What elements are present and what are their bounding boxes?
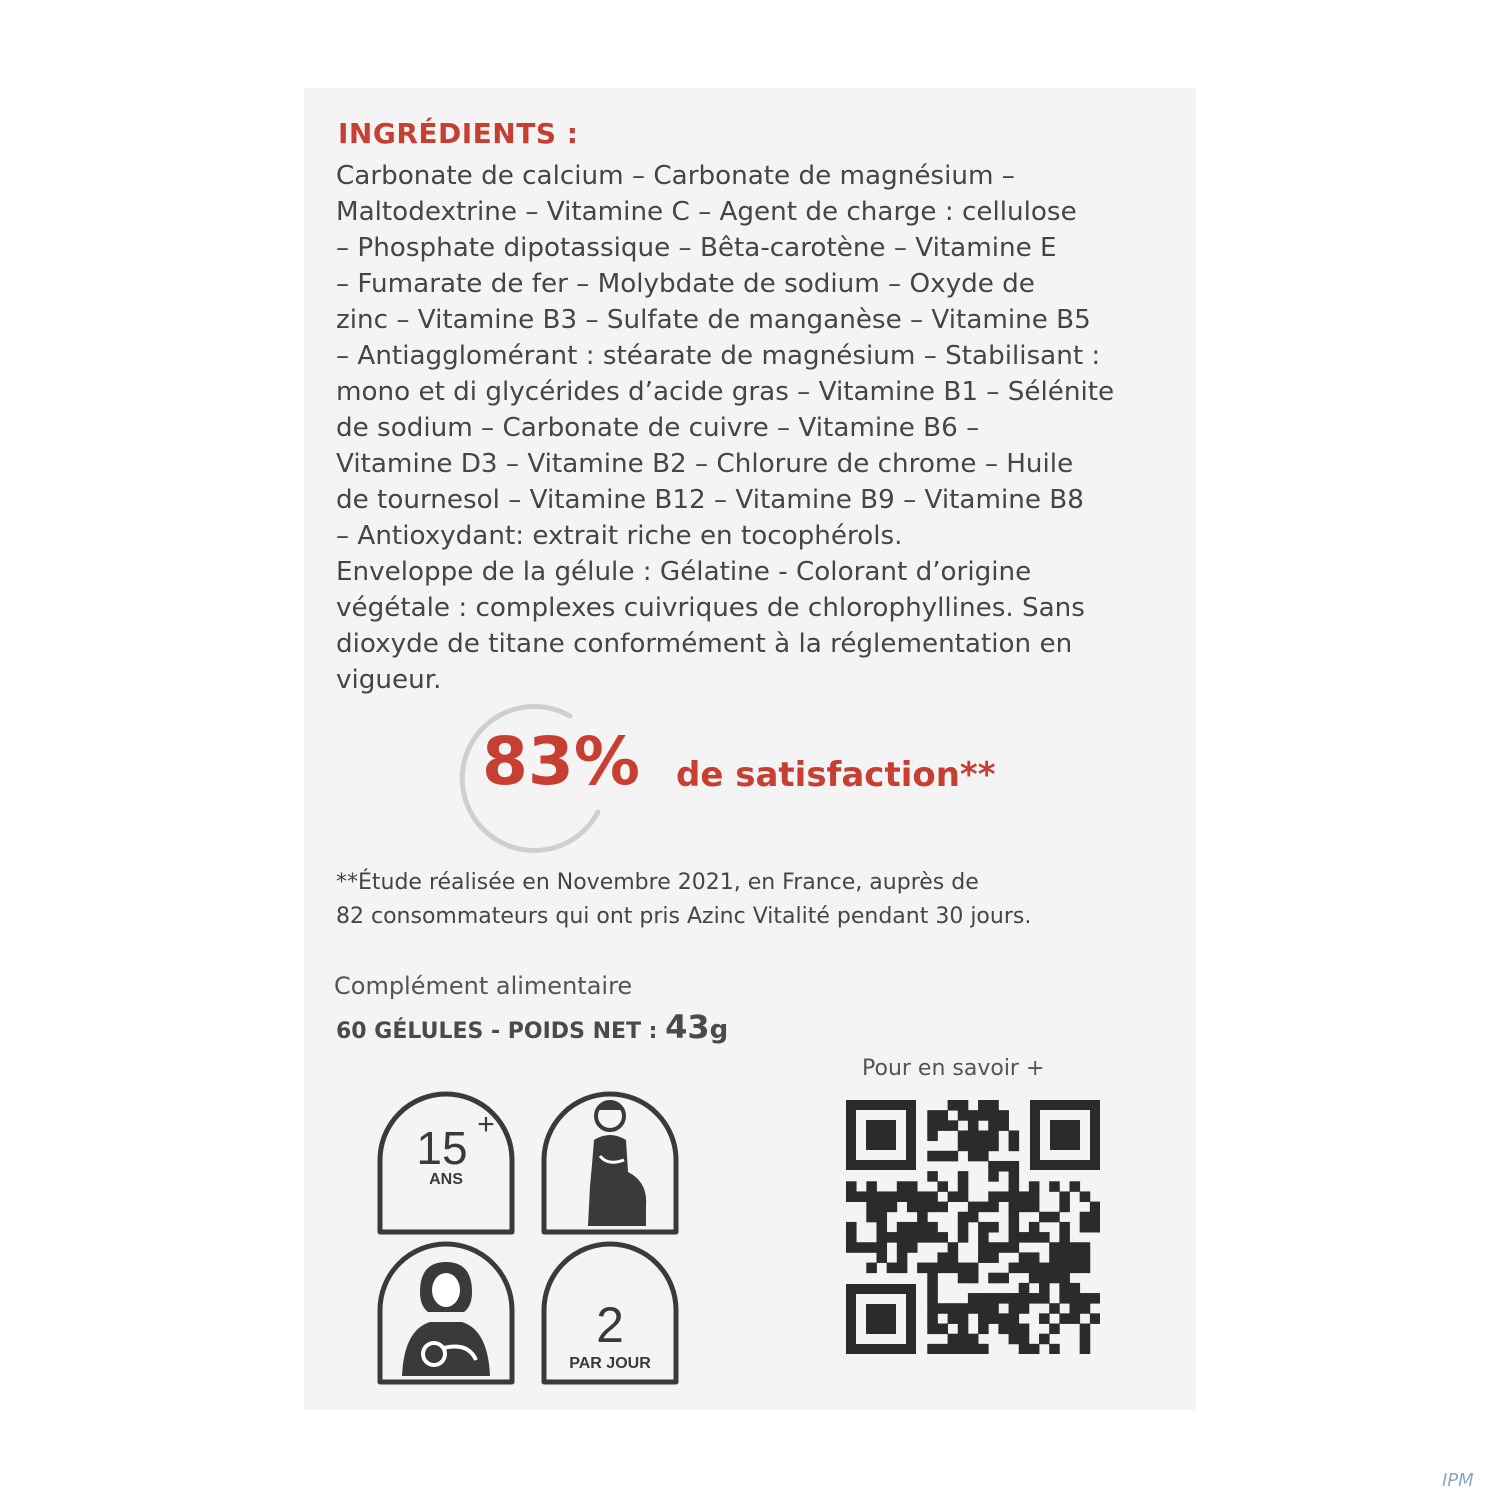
study-footnote xyxy=(336,866,1031,934)
qr-module xyxy=(988,1141,999,1152)
qr-module xyxy=(1080,1293,1091,1304)
qr-module xyxy=(968,1141,979,1152)
qr-module xyxy=(1070,1252,1081,1263)
qr-module xyxy=(1009,1303,1020,1314)
qr-module xyxy=(988,1202,999,1213)
qr-module xyxy=(1059,1293,1070,1304)
qr-module xyxy=(1019,1344,1030,1354)
qr-module xyxy=(1049,1303,1060,1314)
age-plus: + xyxy=(477,1108,495,1141)
qr-module xyxy=(958,1181,969,1192)
qr-module xyxy=(958,1232,969,1243)
qr-module xyxy=(1080,1324,1091,1335)
qr-module xyxy=(937,1181,948,1192)
qr-module xyxy=(927,1293,938,1304)
qr-module xyxy=(948,1100,959,1111)
qr-module xyxy=(866,1191,877,1202)
qr-module xyxy=(927,1202,938,1213)
qr-module xyxy=(988,1293,999,1304)
qr-module xyxy=(1080,1263,1091,1274)
qr-module xyxy=(988,1303,999,1314)
qr-module xyxy=(1070,1242,1081,1253)
ingredients-text xyxy=(336,158,1164,698)
qr-module xyxy=(1080,1191,1091,1202)
qr-module xyxy=(948,1120,959,1131)
qr-module xyxy=(948,1191,959,1202)
satisfaction-percent: 83% xyxy=(482,723,640,800)
qr-module xyxy=(917,1263,928,1274)
qr-module xyxy=(958,1100,969,1111)
qr-module xyxy=(1029,1191,1040,1202)
qr-module xyxy=(968,1334,979,1345)
qr-module xyxy=(876,1191,887,1202)
qr-module xyxy=(1029,1232,1040,1243)
capsule-line: vigueur. xyxy=(336,665,442,695)
qr-module xyxy=(958,1313,969,1324)
qr-module xyxy=(998,1293,1009,1304)
qr-module xyxy=(1049,1324,1060,1335)
qr-module xyxy=(1049,1263,1060,1274)
qr-module xyxy=(1080,1242,1091,1253)
qr-module xyxy=(1080,1222,1091,1233)
age-value: 15 xyxy=(416,1122,468,1174)
qr-module xyxy=(988,1273,999,1284)
qr-module xyxy=(927,1151,938,1162)
qr-module xyxy=(927,1283,938,1294)
ingredients-line: – Fumarate de fer – Molybdate de sodium – Oxyde de xyxy=(336,269,1035,299)
qr-module xyxy=(1019,1324,1030,1335)
qr-module xyxy=(866,1263,877,1274)
qr-module xyxy=(937,1110,948,1121)
qr-module xyxy=(1009,1171,1020,1182)
qr-module xyxy=(1090,1293,1100,1304)
qr-module xyxy=(937,1263,948,1274)
qr-module xyxy=(1070,1181,1081,1192)
ingredients-line: de sodium – Carbonate de cuivre – Vitamine B6 – xyxy=(336,413,980,443)
qr-module xyxy=(887,1191,898,1202)
capsule-count: 60 GÉLULES - POIDS NET : xyxy=(336,1019,666,1044)
qr-module xyxy=(927,1110,938,1121)
qr-module xyxy=(1019,1283,1030,1294)
qr-module xyxy=(917,1232,928,1243)
qr-module xyxy=(866,1212,877,1223)
qr-module xyxy=(948,1313,959,1324)
qr-module xyxy=(897,1222,908,1233)
qr-module xyxy=(1019,1191,1030,1202)
qr-module xyxy=(968,1120,979,1131)
qr-module xyxy=(958,1334,969,1345)
qr-module xyxy=(1059,1252,1070,1263)
age-15-plus-icon xyxy=(380,1094,512,1232)
qr-module xyxy=(876,1202,887,1213)
capsule-text xyxy=(336,554,1164,698)
qr-module xyxy=(1070,1263,1081,1274)
qr-module xyxy=(1019,1252,1030,1263)
qr-module xyxy=(1029,1344,1040,1354)
qr-module xyxy=(917,1191,928,1202)
ingredients-line: – Antioxydant: extrait riche en tocophérols. xyxy=(336,521,903,551)
qr-module xyxy=(978,1141,989,1152)
qr-caption: Pour en savoir + xyxy=(862,1056,1045,1081)
qr-module xyxy=(978,1324,989,1335)
qr-module xyxy=(897,1242,908,1253)
qr-module xyxy=(978,1130,989,1141)
net-weight xyxy=(336,1006,728,1053)
qr-module xyxy=(1009,1293,1020,1304)
qr-module xyxy=(948,1252,959,1263)
qr-module xyxy=(887,1232,898,1243)
qr-module xyxy=(1049,1344,1060,1354)
qr-module xyxy=(968,1344,979,1354)
qr-module xyxy=(1009,1130,1020,1141)
qr-module xyxy=(948,1334,959,1345)
qr-module xyxy=(958,1263,969,1274)
qr-module xyxy=(1059,1263,1070,1274)
qr-module xyxy=(988,1191,999,1202)
corner-logo: IPM xyxy=(1442,1470,1474,1491)
qr-module xyxy=(958,1191,969,1202)
qr-module xyxy=(887,1263,898,1274)
qr-module xyxy=(968,1130,979,1141)
qr-module xyxy=(1090,1313,1100,1324)
ingredients-line: mono et di glycérides d’acide gras – Vitamine B1 – Sélénite xyxy=(336,377,1115,407)
qr-module xyxy=(958,1110,969,1121)
qr-module xyxy=(998,1161,1009,1172)
qr-module xyxy=(1009,1161,1020,1172)
qr-module xyxy=(958,1273,969,1284)
qr-module xyxy=(988,1313,999,1324)
qr-module xyxy=(927,1313,938,1324)
qr-module xyxy=(1049,1181,1060,1192)
qr-module xyxy=(1009,1141,1020,1152)
qr-module xyxy=(887,1202,898,1213)
qr-module xyxy=(1059,1222,1070,1233)
qr-module xyxy=(866,1181,877,1192)
qr-module xyxy=(1029,1202,1040,1213)
qr-module xyxy=(1070,1313,1081,1324)
qr-module xyxy=(1029,1263,1040,1274)
qr-module xyxy=(948,1151,959,1162)
qr-module xyxy=(897,1263,908,1274)
qr-module xyxy=(958,1141,969,1152)
qr-module xyxy=(1080,1303,1091,1314)
qr-module xyxy=(876,1212,887,1223)
qr-module xyxy=(1039,1334,1050,1345)
capsule-line: dioxyde de titane conformément à la réglementation en xyxy=(336,629,1073,659)
qr-module xyxy=(937,1232,948,1243)
ingredients-line: – Antiagglomérant : stéarate de magnésium – Stabilisant : xyxy=(336,341,1101,371)
qr-module xyxy=(1059,1191,1070,1202)
qr-module xyxy=(1039,1263,1050,1274)
qr-module xyxy=(988,1222,999,1233)
qr-module xyxy=(1029,1273,1040,1284)
qr-module xyxy=(988,1242,999,1253)
qr-module xyxy=(1009,1222,1020,1233)
product-type: Complément alimentaire xyxy=(334,972,633,1000)
qr-module xyxy=(1009,1191,1020,1202)
qr-module xyxy=(927,1263,938,1274)
study-line: 82 consommateurs qui ont pris Azinc Vitalité pendant 30 jours. xyxy=(336,904,1032,929)
qr-module xyxy=(897,1181,908,1192)
qr-module xyxy=(1080,1334,1091,1345)
qr-module xyxy=(927,1232,938,1243)
qr-module xyxy=(978,1110,989,1121)
qr-module xyxy=(968,1273,979,1284)
qr-module xyxy=(1070,1293,1081,1304)
qr-module xyxy=(958,1171,969,1182)
qr-module xyxy=(917,1212,928,1223)
ingredients-line: Carbonate de calcium – Carbonate de magnésium – xyxy=(336,161,1015,191)
qr-module xyxy=(1019,1303,1030,1314)
dosage-2-per-day-icon xyxy=(544,1244,676,1382)
qr-module xyxy=(937,1324,948,1335)
qr-module xyxy=(1080,1212,1091,1223)
qr-module xyxy=(978,1313,989,1324)
qr-module xyxy=(907,1242,918,1253)
qr-module xyxy=(988,1130,999,1141)
qr-module xyxy=(978,1293,989,1304)
qr-module xyxy=(988,1120,999,1131)
qr-module xyxy=(1019,1293,1030,1304)
pictogram-grid xyxy=(372,1086,704,1386)
qr-module xyxy=(988,1110,999,1121)
qr-module xyxy=(917,1202,928,1213)
qr-module xyxy=(937,1303,948,1314)
qr-module xyxy=(1009,1181,1020,1192)
qr-module xyxy=(968,1110,979,1121)
qr-module xyxy=(978,1344,989,1354)
qr-module xyxy=(998,1191,1009,1202)
qr-module xyxy=(907,1181,918,1192)
qr-module xyxy=(907,1222,918,1233)
qr-module xyxy=(846,1181,857,1192)
qr-module xyxy=(1029,1181,1040,1192)
qr-module xyxy=(998,1242,1009,1253)
qr-module xyxy=(978,1242,989,1253)
qr-module xyxy=(1039,1212,1050,1223)
qr-module xyxy=(917,1222,928,1233)
qr-module xyxy=(948,1344,959,1354)
qr-module xyxy=(988,1171,999,1182)
qr-module xyxy=(937,1252,948,1263)
qr-module xyxy=(1029,1222,1040,1233)
qr-module xyxy=(998,1324,1009,1335)
capsule-line: végétale : complexes cuivriques de chlorophyllines. Sans xyxy=(336,593,1085,623)
satisfaction-label: de satisfaction** xyxy=(676,755,996,795)
qr-module xyxy=(907,1202,918,1213)
qr-module xyxy=(927,1273,938,1284)
qr-module xyxy=(998,1273,1009,1284)
weight-value: 43 xyxy=(665,1008,710,1046)
qr-module xyxy=(1080,1252,1091,1263)
dose-value: 2 xyxy=(596,1297,624,1353)
breastfeeding-icon xyxy=(380,1244,512,1382)
qr-module xyxy=(978,1232,989,1243)
qr-module xyxy=(1009,1242,1020,1253)
qr-module xyxy=(927,1171,938,1182)
qr-module xyxy=(1090,1212,1100,1223)
qr-module xyxy=(846,1222,857,1233)
qr-module xyxy=(846,1191,857,1202)
qr-module xyxy=(856,1242,867,1253)
qr-module xyxy=(968,1202,979,1213)
qr-module xyxy=(1009,1324,1020,1335)
qr-module xyxy=(876,1242,887,1253)
ingredients-line: – Phosphate dipotassique – Bêta-carotène – Vitamine E xyxy=(336,233,1057,263)
qr-module xyxy=(937,1202,948,1213)
qr-module xyxy=(1059,1242,1070,1253)
qr-module xyxy=(1009,1202,1020,1213)
capsule-line: Enveloppe de la gélule : Gélatine - Colorant d’origine xyxy=(336,557,1032,587)
qr-module xyxy=(876,1222,887,1233)
qr-module xyxy=(1059,1283,1070,1294)
qr-module xyxy=(978,1151,989,1162)
qr-module xyxy=(866,1242,877,1253)
qr-module xyxy=(937,1120,948,1131)
qr-module xyxy=(1059,1232,1070,1243)
qr-module xyxy=(968,1151,979,1162)
qr-module xyxy=(927,1130,938,1141)
qr-module xyxy=(1059,1313,1070,1324)
qr-module xyxy=(876,1252,887,1263)
qr-module xyxy=(968,1293,979,1304)
qr-module xyxy=(948,1303,959,1314)
qr-module xyxy=(907,1191,918,1202)
qr-module xyxy=(866,1202,877,1213)
qr-module xyxy=(1039,1232,1050,1243)
ingredients-line: Vitamine D3 – Vitamine B2 – Chlorure de chrome – Huile xyxy=(336,449,1074,479)
qr-module xyxy=(846,1232,857,1243)
qr-module xyxy=(1070,1283,1081,1294)
qr-module xyxy=(998,1110,1009,1121)
qr-module xyxy=(897,1191,908,1202)
qr-module xyxy=(1080,1344,1091,1354)
qr-module xyxy=(927,1303,938,1314)
qr-module xyxy=(856,1191,867,1202)
qr-module xyxy=(927,1344,938,1354)
qr-module xyxy=(958,1130,969,1141)
qr-module xyxy=(968,1303,979,1314)
qr-module xyxy=(846,1242,857,1253)
qr-module xyxy=(968,1212,979,1223)
ingredients-line: de tournesol – Vitamine B12 – Vitamine B9 – Vitamine B8 xyxy=(336,485,1084,515)
qr-module xyxy=(907,1232,918,1243)
qr-module xyxy=(1009,1263,1020,1274)
ingredients-list xyxy=(336,158,1164,554)
qr-module xyxy=(978,1252,989,1263)
qr-module xyxy=(1090,1222,1100,1233)
qr-module xyxy=(988,1100,999,1111)
qr-module xyxy=(978,1222,989,1233)
qr-module xyxy=(1049,1242,1060,1253)
qr-module xyxy=(988,1161,999,1172)
qr-module xyxy=(1039,1293,1050,1304)
qr-module xyxy=(998,1120,1009,1131)
qr-module xyxy=(998,1313,1009,1324)
qr-module xyxy=(988,1252,999,1263)
qr-code[interactable] xyxy=(846,1100,1100,1354)
qr-module xyxy=(1009,1313,1020,1324)
qr-module xyxy=(948,1242,959,1253)
qr-module xyxy=(1019,1202,1030,1213)
dose-unit: PAR JOUR xyxy=(569,1355,651,1372)
qr-module xyxy=(1019,1334,1030,1345)
qr-module xyxy=(927,1120,938,1131)
qr-module xyxy=(1059,1202,1070,1213)
qr-module xyxy=(1049,1273,1060,1284)
qr-module xyxy=(958,1303,969,1314)
qr-module xyxy=(1039,1313,1050,1324)
qr-module xyxy=(927,1191,938,1202)
ingredients-line: zinc – Vitamine B3 – Sulfate de manganèse – Vitamine B5 xyxy=(336,305,1091,335)
qr-module xyxy=(958,1222,969,1233)
qr-module xyxy=(927,1324,938,1335)
qr-module xyxy=(1029,1252,1040,1263)
qr-module xyxy=(978,1202,989,1213)
pregnant-woman-icon xyxy=(544,1094,676,1232)
qr-module xyxy=(1019,1263,1030,1274)
qr-module xyxy=(1009,1334,1020,1345)
weight-unit: g xyxy=(709,1015,729,1045)
qr-module xyxy=(1090,1202,1100,1213)
qr-module xyxy=(1049,1252,1060,1263)
qr-module xyxy=(1029,1293,1040,1304)
qr-module xyxy=(876,1232,887,1243)
qr-module xyxy=(1019,1232,1030,1243)
study-line: **Étude réalisée en Novembre 2021, en France, auprès de xyxy=(336,870,979,895)
qr-module xyxy=(897,1232,908,1243)
qr-module xyxy=(897,1252,908,1263)
qr-module xyxy=(1039,1273,1050,1284)
qr-module xyxy=(968,1263,979,1274)
qr-module xyxy=(958,1344,969,1354)
qr-module xyxy=(1039,1283,1050,1294)
qr-module xyxy=(958,1212,969,1223)
qr-module xyxy=(978,1100,989,1111)
qr-module xyxy=(1059,1273,1070,1284)
qr-module xyxy=(978,1303,989,1314)
qr-module xyxy=(1049,1212,1060,1223)
ingredients-line: Maltodextrine – Vitamine C – Agent de charge : cellulose xyxy=(336,197,1077,227)
qr-module xyxy=(948,1263,959,1274)
qr-module xyxy=(927,1222,938,1233)
qr-module xyxy=(1009,1212,1020,1223)
ingredients-title: INGRÉDIENTS : xyxy=(338,117,579,150)
age-unit: ANS xyxy=(429,1171,463,1188)
qr-module xyxy=(1070,1303,1081,1314)
qr-module xyxy=(1009,1232,1020,1243)
qr-module xyxy=(937,1151,948,1162)
qr-module xyxy=(958,1324,969,1335)
qr-module xyxy=(937,1344,948,1354)
